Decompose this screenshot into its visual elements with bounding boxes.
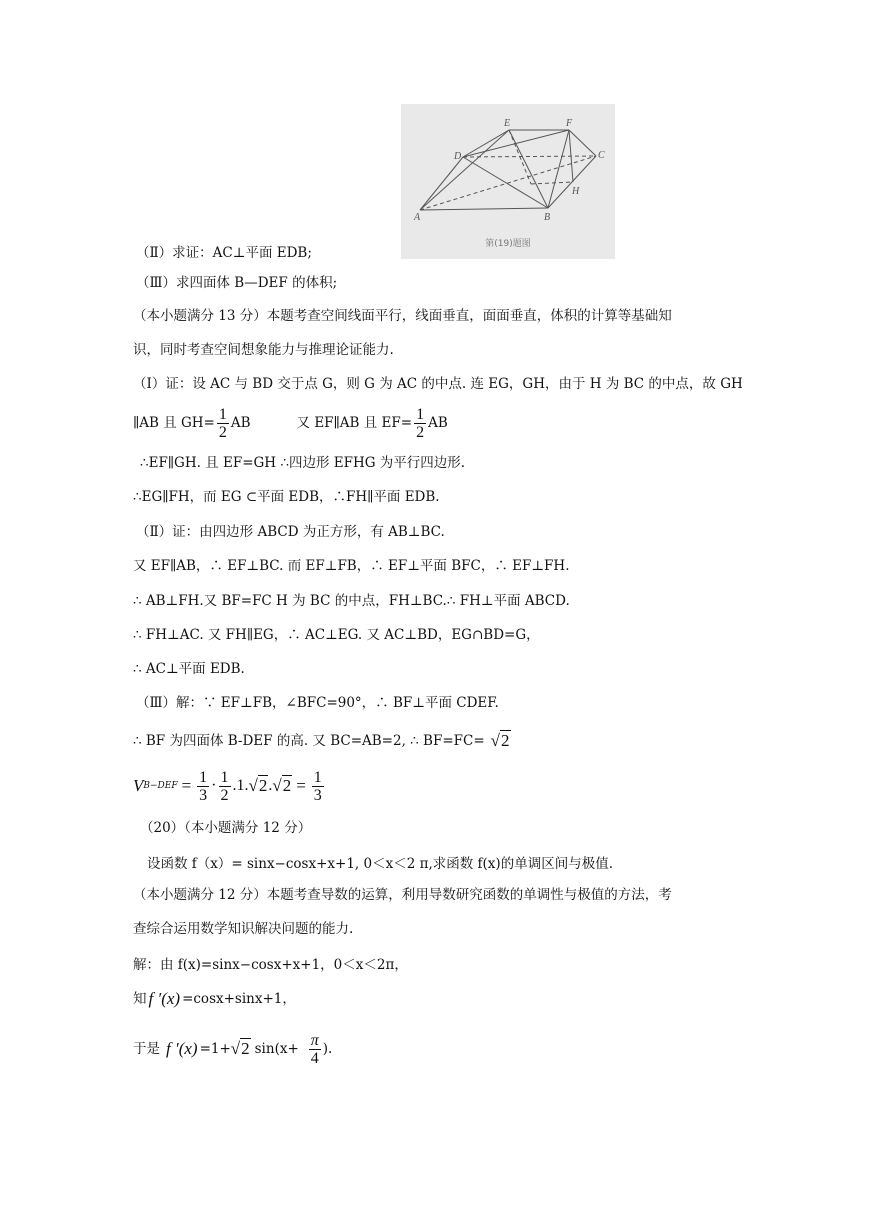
text-line: （Ⅰ）证：设 AC 与 BD 交于点 G，则 G 为 AC 的中点. 连 EG，GH，由于 H 为 BC 的中点，故 GH: [133, 376, 743, 392]
fraction-denominator: 3: [313, 786, 322, 804]
fraction-numerator: 1: [220, 768, 229, 786]
fraction-numerator: 1: [416, 405, 425, 423]
sqrt-radicand: 2: [282, 776, 292, 795]
fraction-one-half: [219, 769, 231, 804]
label-C: C: [598, 150, 605, 161]
text-line: 又 EF∥AB，∴ EF⊥BC. 而 EF⊥FB，∴ EF⊥平面 BFC，∴ EF⊥FH.: [133, 558, 570, 574]
fraction-numerator: 1: [313, 768, 322, 786]
fraction-numerator: 1: [199, 768, 208, 786]
text-line: （20）（本小题满分 12 分）: [140, 820, 312, 836]
text-segment: ∴ BF 为四面体 B-DEF 的高. 又 BC=AB=2, ∴ BF=FC=: [133, 733, 485, 749]
text-segment: AB: [230, 415, 251, 431]
text-segment: 于是: [133, 1041, 160, 1057]
fraction-one-third: [197, 769, 209, 804]
text-line: 设函数 f（x）= sinx−cosx+x+1, 0＜x＜2 π,求函数 f(x)的单调区间与极值.: [147, 856, 613, 872]
text-segment: 知: [133, 991, 147, 1007]
label-D: D: [454, 151, 462, 162]
text-line: （本小题满分 12 分）本题考查导数的运算，利用导数研究函数的单调性与极值的方法，考: [133, 887, 672, 903]
text-line: 识，同时考查空间想象能力与推理论证能力.: [133, 342, 394, 358]
fraction-numerator: π: [310, 1031, 319, 1049]
text-line-fraction: [133, 402, 448, 444]
text-segment: AB: [428, 415, 448, 431]
fraction-denominator: 4: [310, 1049, 319, 1067]
sqrt-expression: √2: [490, 731, 510, 750]
label-E: E: [504, 118, 511, 129]
sqrt-radicand: 2: [501, 731, 510, 750]
text-line: （本小题满分 13 分）本题考查空间线面平行，线面垂直，面面垂直，体积的计算等基础知: [133, 308, 672, 324]
text-line-sqrt: [133, 732, 511, 750]
fraction-denominator: 2: [220, 786, 229, 804]
label-H: H: [572, 186, 580, 197]
formula-subscript: B−DEF: [143, 781, 178, 791]
text-line: ∴EG∥FH，而 EG ⊂平面 EDB，∴FH∥平面 EDB.: [133, 489, 440, 505]
formula-equals: =: [296, 776, 306, 795]
geometry-figure: [401, 104, 615, 259]
volume-formula: [133, 764, 326, 808]
polyhedron-diagram: [401, 104, 615, 234]
text-segment: =1+: [199, 1041, 231, 1057]
label-A: A: [414, 212, 421, 223]
text-segment: sin(x+: [254, 1041, 299, 1057]
label-F: F: [566, 118, 573, 129]
fraction-pi-over-four: [309, 1032, 321, 1067]
sqrt-radicand: 2: [241, 1039, 250, 1058]
text-line: ∴ AC⊥平面 EDB.: [133, 661, 245, 677]
formula-V: V: [133, 776, 144, 795]
sqrt-radicand: 2: [258, 776, 268, 795]
text-line: （Ⅲ）解：∵ EF⊥FB，∠BFC=90°，∴ BF⊥平面 CDEF.: [136, 695, 499, 711]
derivative-symbol: f ′(x): [148, 989, 181, 1008]
fraction-one-half: [217, 406, 229, 441]
text-line: （Ⅱ）证：由四边形 ABCD 为正方形，有 AB⊥BC.: [136, 524, 445, 540]
fraction-denominator: 2: [218, 423, 227, 441]
text-segment: ∥AB 且 GH=: [133, 415, 215, 431]
formula-dot: ·: [211, 777, 217, 794]
formula-dot: .: [268, 777, 273, 794]
text-line: （Ⅲ）求四面体 B—DEF 的体积;: [136, 275, 338, 291]
text-line: ∴ FH⊥AC. 又 FH∥EG，∴ AC⊥EG. 又 AC⊥BD，EG∩BD=G，: [133, 627, 540, 643]
sqrt-expression: √2: [272, 776, 292, 795]
text-line: ∴EF∥GH. 且 EF=GH ∴四边形 EFHG 为平行四边形.: [140, 455, 466, 471]
fraction-denominator: 3: [199, 786, 208, 804]
figure-caption: 第(19)题图: [485, 239, 531, 249]
formula-equals: =: [181, 776, 192, 795]
text-segment: ).: [322, 1041, 333, 1057]
fraction-numerator: 1: [218, 405, 227, 423]
text-segment: 又 EF∥AB 且 EF=: [296, 415, 413, 431]
derivative-symbol: f ′(x): [166, 1039, 198, 1058]
text-line-derivative-result: [133, 1026, 332, 1072]
text-line: 解：由 f(x)=sinx−cosx+x+1，0＜x＜2π，: [133, 957, 408, 973]
sqrt-expression: √2: [248, 776, 268, 795]
text-line: 查综合运用数学知识解决问题的能力.: [133, 921, 354, 937]
sqrt-expression: √2: [230, 1039, 250, 1058]
fraction-one-half: [414, 406, 426, 441]
fraction-one-third: [312, 769, 324, 804]
fraction-denominator: 2: [416, 423, 425, 441]
text-segment: =cosx+sinx+1，: [182, 991, 296, 1007]
label-B: B: [544, 212, 551, 223]
formula-text: .1.: [232, 777, 249, 794]
text-line: （Ⅱ）求证：AC⊥平面 EDB;: [136, 245, 312, 261]
text-line-derivative: [133, 990, 296, 1008]
text-line: ∴ AB⊥FH.又 BF=FC H 为 BC 的中点，FH⊥BC.∴ FH⊥平面 ABCD.: [133, 593, 570, 609]
